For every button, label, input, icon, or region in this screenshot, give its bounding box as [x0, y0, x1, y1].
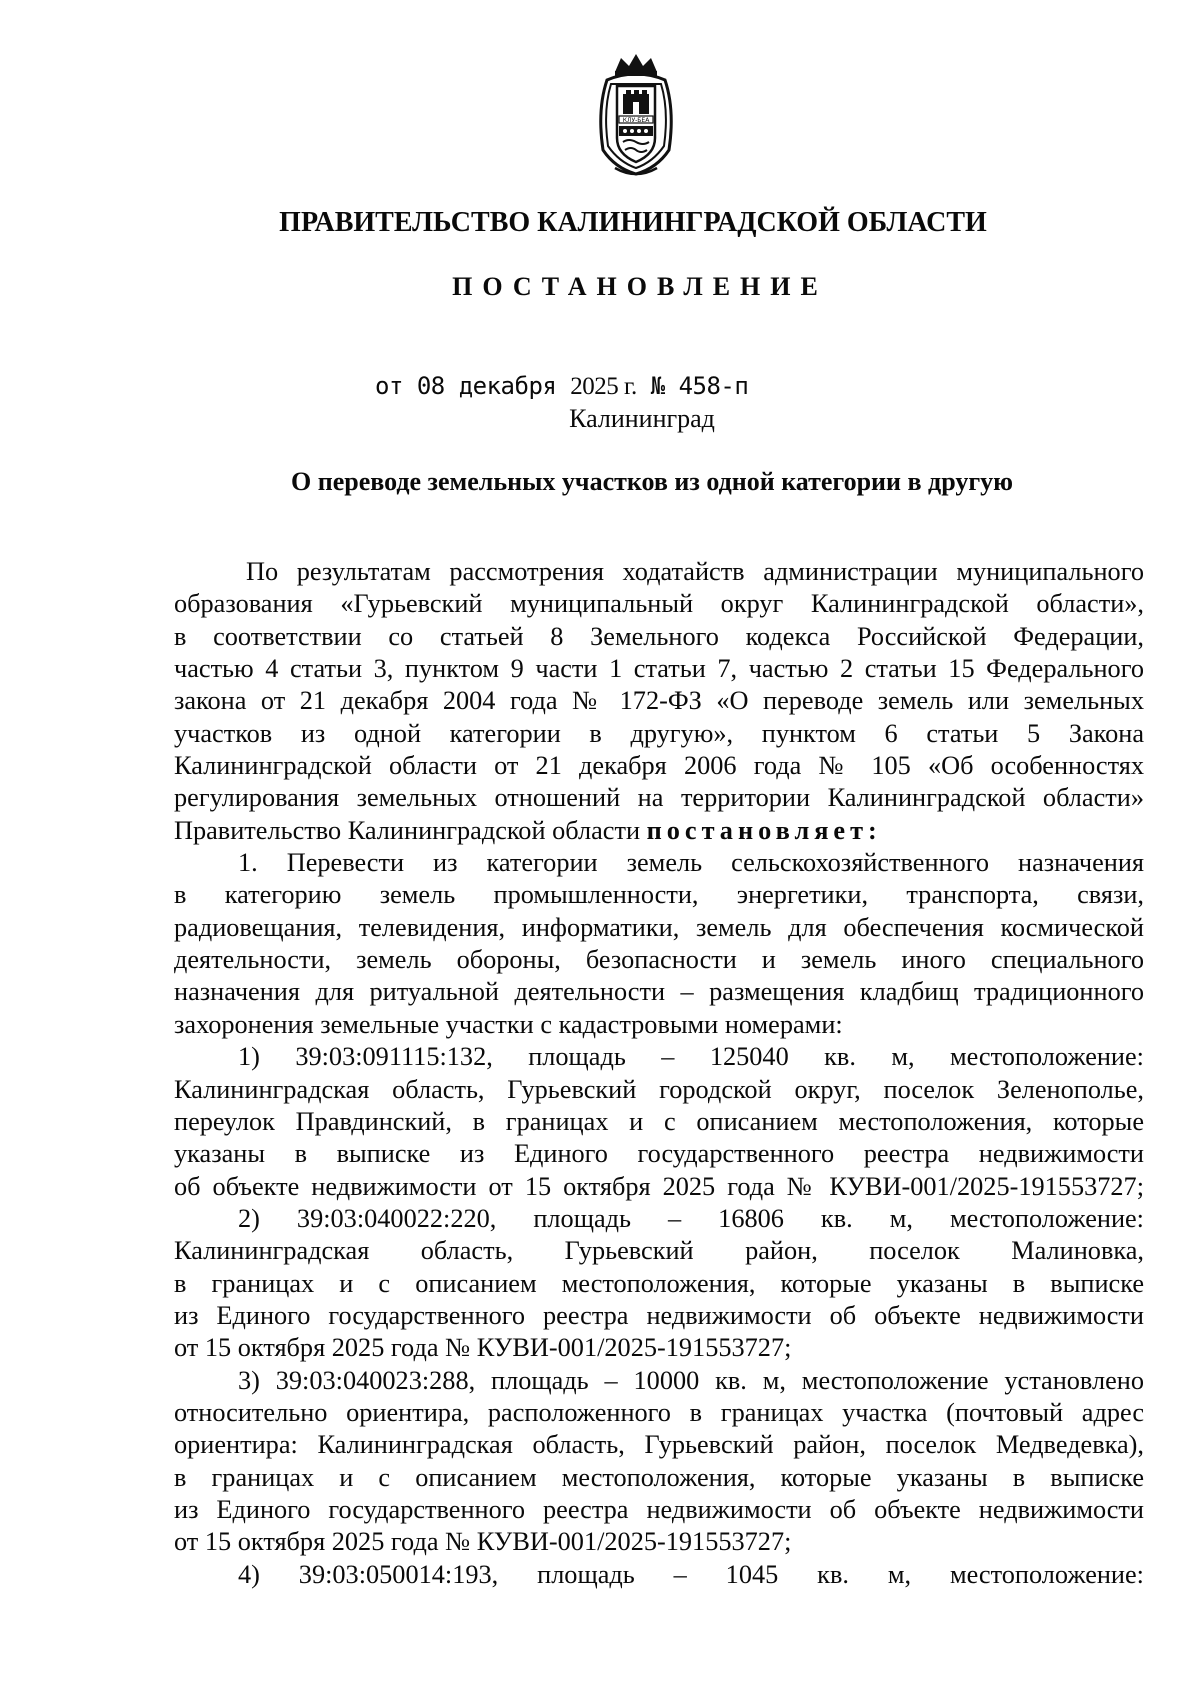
emblem-inscription: КЛУ-БЕА	[622, 117, 650, 124]
body-line: захоронения земельные участки с кадастровыми номерами:	[174, 1009, 843, 1039]
body-line: в соответствии со статьей 8 Земельного кодекса Российской Федерации,	[174, 621, 1144, 651]
city: Калининград	[569, 404, 715, 433]
body-line: 2) 39:03:040022:220, площадь – 16806 кв. м, местоположение:	[238, 1203, 1144, 1233]
body-line: 1) 39:03:091115:132, площадь – 125040 кв. м, местоположение:	[238, 1042, 1144, 1072]
body-line: частью 4 статьи 3, пунктом 9 части 1 статьи 7, частью 2 статьи 15 Федерального	[174, 654, 1144, 684]
body-line: Калининградская область, Гурьевский городской округ, поселок Зеленополье,	[174, 1074, 1144, 1104]
body-line: радиовещания, телевидения, информатики, земель для обеспечения космической	[174, 912, 1144, 942]
body-line: переулок Правдинский, в границах и с описанием местоположения, которые	[174, 1106, 1144, 1136]
body-line: из Единого государственного реестра недвижимости об объекте недвижимости	[174, 1300, 1144, 1330]
coat-of-arms-emblem	[585, 50, 687, 178]
body-line: Калининградской области от 21 декабря 2006 года № 105 «Об особенностях	[174, 751, 1144, 781]
document-subject: О переводе земельных участков из одной категории в другую	[291, 467, 1013, 496]
body-line: об объекте недвижимости от 15 октября 2025 года № КУВИ-001/2025-191553727;	[174, 1171, 1144, 1201]
body-line: 3) 39:03:040023:288, площадь – 10000 кв. м, местоположение установлено	[238, 1365, 1144, 1395]
date-and-number	[375, 372, 748, 401]
body-line: ориентира: Калининградская область, Гурьевский район, поселок Медведевка),	[174, 1430, 1144, 1460]
body-line: из Единого государственного реестра недвижимости об объекте недвижимости	[174, 1494, 1144, 1524]
body-line: назначения для ритуальной деятельности – размещения кладбищ традиционного	[174, 977, 1144, 1007]
body-line: Правительство Калининградской области	[174, 815, 641, 845]
document-type: ПОСТАНОВЛЕНИЕ	[452, 272, 828, 301]
body-line: относительно ориентира, расположенного в границах участка (почтовый адрес	[174, 1397, 1144, 1427]
document-year: 2025 г.	[570, 373, 637, 400]
body-line: 1. Перевести из категории земель сельскохозяйственного назначения	[238, 848, 1144, 878]
body-line: от 15 октября 2025 года № КУВИ-001/2025-191553727;	[174, 1333, 792, 1363]
document-number: № 458-п	[650, 372, 749, 400]
body-line: в категорию земель промышленности, энергетики, транспорта, связи,	[174, 880, 1144, 910]
government-title: ПРАВИТЕЛЬСТВО КАЛИНИНГРАДСКОЙ ОБЛАСТИ	[279, 207, 987, 238]
body-line: Калининградская область, Гурьевский район, поселок Малиновка,	[174, 1236, 1144, 1266]
body-line: 4) 39:03:050014:193, площадь – 1045 кв. м, местоположение:	[238, 1559, 1144, 1589]
body-line: образования «Гурьевский муниципальный округ Калининградской области»,	[174, 589, 1144, 619]
body-line: в границах и с описанием местоположения, которые указаны в выписке	[174, 1462, 1144, 1492]
resolves-word: постановляет:	[646, 815, 882, 845]
document-body	[174, 556, 1144, 1591]
document-date: от 08 декабря	[375, 372, 557, 400]
resolution-line	[174, 815, 1144, 847]
body-line: в границах и с описанием местоположения, которые указаны в выписке	[174, 1268, 1144, 1298]
body-line: указаны в выписке из Единого государственного реестра недвижимости	[174, 1139, 1144, 1169]
body-line: от 15 октября 2025 года № КУВИ-001/2025-191553727;	[174, 1527, 792, 1557]
body-line: закона от 21 декабря 2004 года № 172-ФЗ «О переводе земель или земельных	[174, 686, 1144, 716]
body-line: По результатам рассмотрения ходатайств администрации муниципального	[246, 557, 1144, 586]
body-line: деятельности, земель обороны, безопасности и земель иного специального	[174, 945, 1144, 975]
body-line: участков из одной категории в другую», пунктом 6 статьи 5 Закона	[174, 718, 1144, 748]
body-line: регулирования земельных отношений на территории Калининградской области»	[174, 783, 1144, 813]
